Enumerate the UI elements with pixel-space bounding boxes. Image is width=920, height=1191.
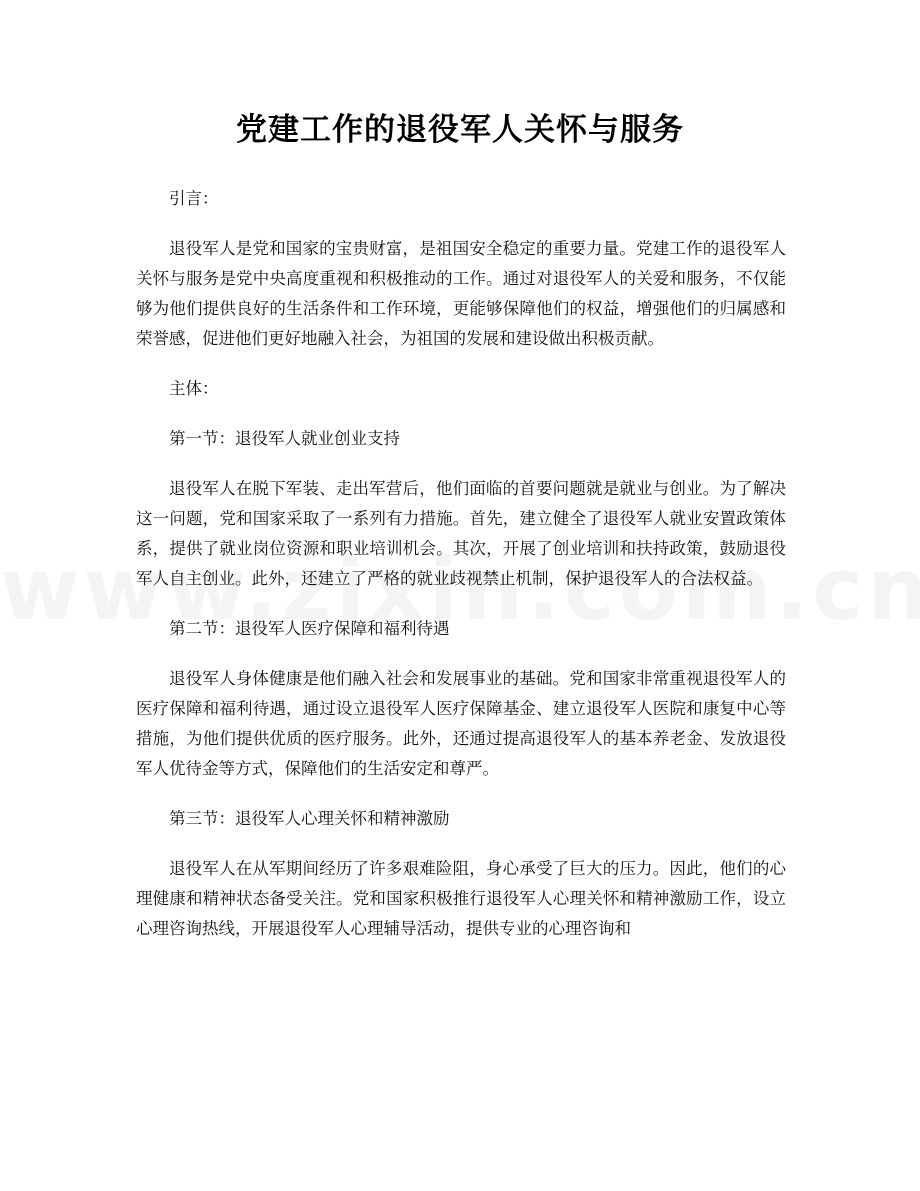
- main-label: 主体：: [169, 379, 219, 398]
- section-3-heading: 第三节：退役军人心理关怀和精神激励: [169, 809, 450, 828]
- document-body: [136, 184, 786, 964]
- section-1-heading: 第一节：退役军人就业创业支持: [169, 429, 400, 448]
- section-2-paragraph: 退役军人身体健康是他们融入社会和发展事业的基础。党和国家非常重视退役军人的医疗保障和福利待遇，通过设立退役军人医疗保障基金、建立退役军人医院和康复中心等措施，为他们提供优质的医疗服务。此外，还通过提高退役军人的基本养老金、发放退役军人优待金等方式，保障他们的生活安定和尊严。: [136, 669, 786, 778]
- document-title: 党建工作的退役军人关怀与服务: [236, 112, 684, 148]
- section-3-paragraph: 退役军人在从军期间经历了许多艰难险阻，身心承受了巨大的压力。因此，他们的心理健康和精神状态备受关注。党和国家积极推行退役军人心理关怀和精神激励工作，设立心理咨询热线，开展退役军人心理辅导活动，提供专业的心理咨询和: [136, 859, 786, 938]
- intro-label: 引言：: [169, 189, 219, 208]
- intro-paragraph: 退役军人是党和国家的宝贵财富，是祖国安全稳定的重要力量。党建工作的退役军人关怀与服务是党中央高度重视和积极推动的工作。通过对退役军人的关爱和服务，不仅能够为他们提供良好的生活条件和工作环境，更能够保障他们的权益，增强他们的归属感和荣誉感，促进他们更好地融入社会，为祖国的发展和建设做出积极贡献。: [136, 239, 786, 348]
- section-2-heading: 第二节：退役军人医疗保障和福利待遇: [169, 619, 450, 638]
- section-1-paragraph: 退役军人在脱下军装、走出军营后，他们面临的首要问题就是就业与创业。为了解决这一问题，党和国家采取了一系列有力措施。首先，建立健全了退役军人就业安置政策体系，提供了就业岗位资源和职业培训机会。其次，开展了创业培训和扶持政策，鼓励退役军人自主创业。此外，还建立了严格的就业歧视禁止机制，保护退役军人的合法权益。: [136, 479, 786, 588]
